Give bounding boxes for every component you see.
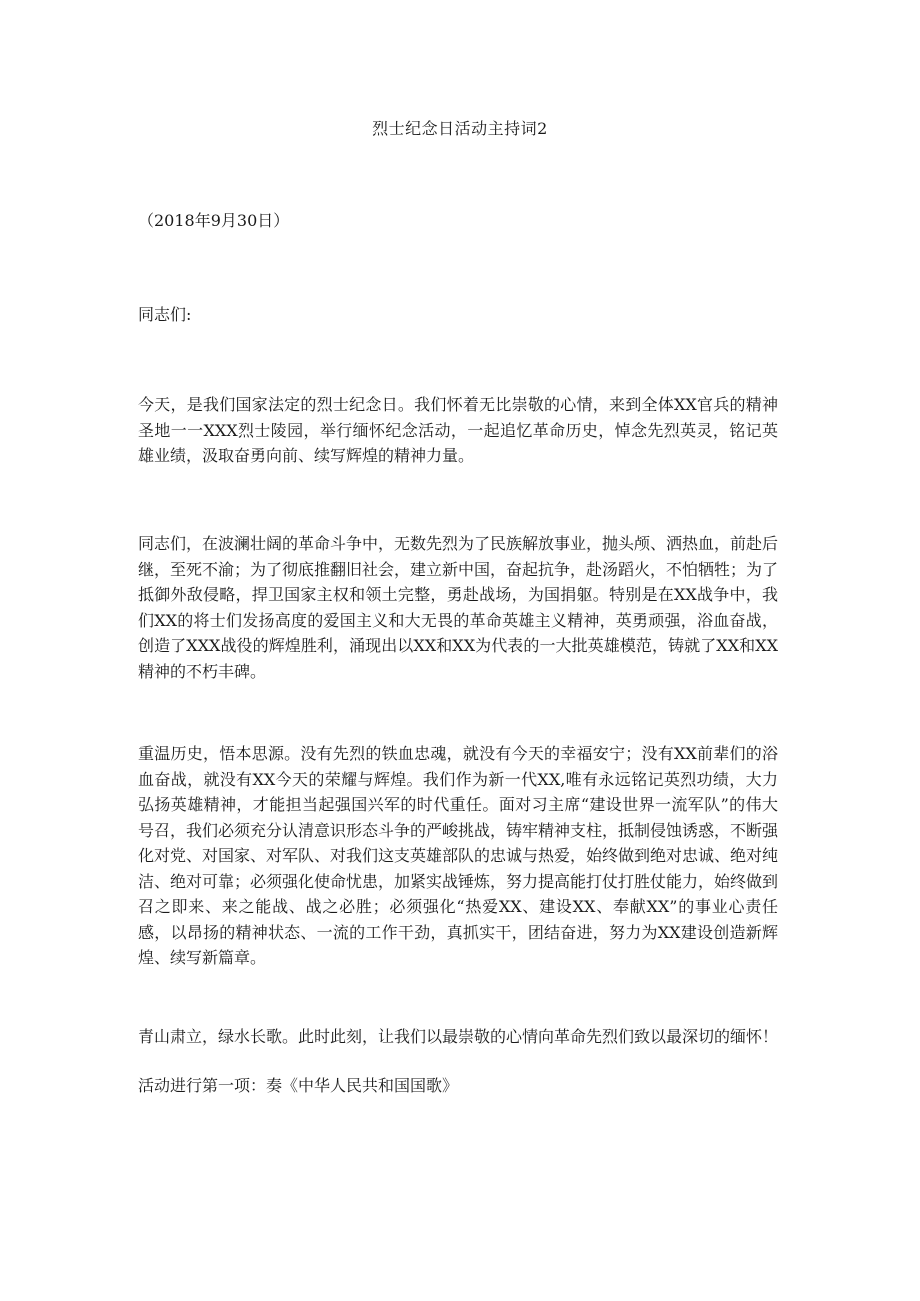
paragraph-history: 同志们，在波澜壮阔的革命斗争中，无数先烈为了民族解放事业，抛头颅、洒热血，前赴后继，至死不渝；为了彻底推翻旧社会，建立新中国，奋起抗争，赴汤蹈火，不怕牺牲；为了抵御外敌侵略，捍卫国家主权和领土完整，勇赴战场，为国捐躯。特别是在XX战争中，我们XX的将士们发扬高度的爱国主义和大无畏的革命英雄主义精神，英勇顽强，浴血奋战，创造了XXX战役的辉煌胜利，涌现出以XX和XX为代表的一大批英雄模范，铸就了XX和XX精神的不朽丰碑。 bbox=[138, 534, 779, 681]
salutation: 同志们: bbox=[138, 305, 192, 324]
document-title: 烈士纪念日活动主持词2 bbox=[372, 119, 548, 138]
paragraph-opening: 今天，是我们国家法定的烈士纪念日。我们怀着无比崇敬的心情，来到全体XX官兵的精神圣地一一XXX烈士陵园，举行缅怀纪念活动，一起追忆革命历史，悼念先烈英灵，铭记英雄业绩，汲取奋勇向前、续写辉煌的精神力量。 bbox=[138, 395, 778, 465]
document-date: （2018年9月30日） bbox=[138, 211, 290, 230]
paragraph-tribute: 青山肃立，绿水长歌。此时此刻，让我们以最崇敬的心情向革命先烈们致以最深切的缅怀！ bbox=[138, 1027, 779, 1046]
paragraph-agenda-item: 活动进行第一项：奏《中华人民共和国国歌》 bbox=[138, 1076, 459, 1095]
paragraph-mission: 重温历史，悟本思源。没有先烈的铁血忠魂，就没有今天的幸福安宁；没有XX前辈们的浴血奋战，就没有XX今天的荣耀与辉煌。我们作为新一代XX,唯有永远铭记英烈功绩，大力弘扬英雄精神，才能担当起强国兴军的时代重任。面对习主席“建设世界一流军队”的伟大号召，我们必须充分认清意识形态斗争的严峻挑战，铸牢精神支柱，抵制侵蚀诱惑，不断强化对党、对国家、对军队、对我们这支英雄部队的忠诚与热爱，始终做到绝对忠诚、绝对纯洁、绝对可靠；必须强化使命忧患，加紧实战锤炼，努力提高能打仗打胜仗能力，始终做到召之即来、来之能战、战之必胜；必须强化“热爱XX、建设XX、奉献XX”的事业心责任感，以昂扬的精神状态、一流的工作干劲，真抓实干，团结奋进，努力为XX建设创造新辉煌、续写新篇章。 bbox=[138, 744, 779, 967]
